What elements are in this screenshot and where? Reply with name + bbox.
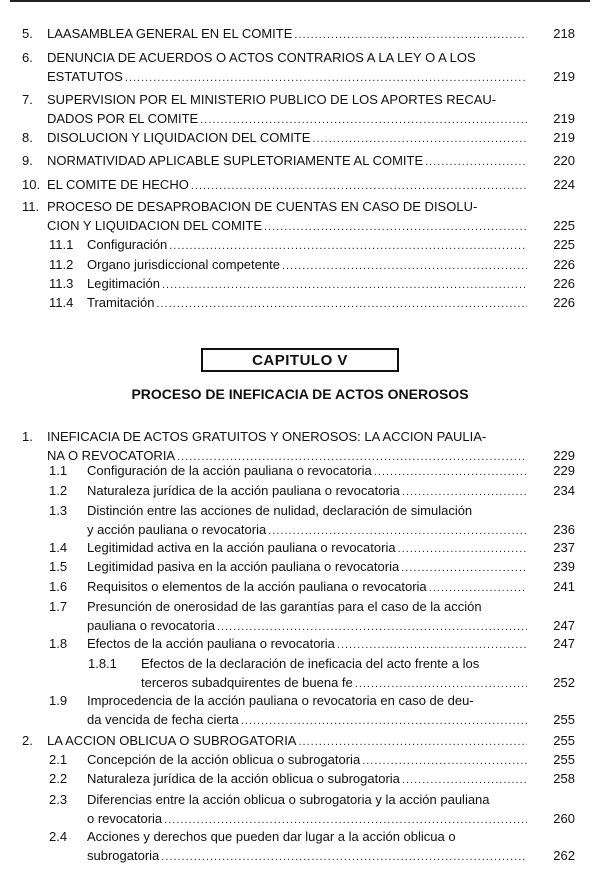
dot-leader: [241, 712, 527, 731]
toc-entry: [0, 128, 575, 147]
toc-entry-number: 6.: [22, 50, 33, 65]
toc-entry-title-line: Requisitos o elementos de la acción pauliana o revocatoria: [87, 579, 427, 594]
toc-entry-page-number: 226: [553, 276, 575, 291]
toc-entry-page-number: 260: [553, 811, 575, 826]
toc-entry: [0, 557, 575, 576]
toc-entry-title-line: NORMATIVIDAD APLICABLE SUPLETORIAMENTE AL COMITE: [47, 153, 424, 168]
toc-entry-title-line: Legitimidad pasiva en la acción pauliana o revocatoria: [87, 559, 400, 574]
toc-entry-title-line: DADOS POR EL COMITE: [47, 111, 199, 126]
toc-entry-number: 1.7: [49, 599, 68, 614]
toc-entry-page-number: 226: [553, 257, 575, 272]
toc-entry-number: 1.: [22, 429, 33, 444]
toc-entry-title-line: LA ACCION OBLICUA O SUBROGATORIA: [47, 733, 297, 748]
dot-leader: [429, 579, 527, 598]
toc-entry: [0, 731, 575, 750]
toc-entry-page-number: 218: [553, 26, 575, 41]
toc-entry-leader-line: [87, 293, 527, 314]
toc-entry-leader-line: [87, 274, 527, 295]
toc-entry-number: 2.4: [49, 829, 68, 844]
dot-leader: [294, 26, 527, 45]
toc-entry: [0, 274, 575, 293]
toc-entry-leader-line: [87, 481, 527, 502]
dot-leader: [402, 483, 527, 502]
toc-entry-number: 5.: [22, 26, 33, 41]
toc-entry-page-number: 247: [553, 618, 575, 633]
dot-leader: [374, 463, 527, 482]
toc-entry-title-line: PROCESO DE DESAPROBACION DE CUENTAS EN CASO DE DISOLU-: [47, 199, 478, 214]
dot-leader: [156, 295, 527, 314]
toc-entry-title-line: Efectos de la declaración de ineficacia del acto frente a los: [141, 656, 480, 671]
toc-entry-number: 2.: [22, 733, 33, 748]
toc-entry-number: 2.3: [49, 792, 68, 807]
toc-entry-page-number: 219: [553, 111, 575, 126]
toc-entry-page-number: 239: [553, 559, 575, 574]
dot-leader: [337, 636, 527, 655]
dot-leader: [161, 848, 527, 867]
toc-entry-title-line: pauliana o revocatoria: [87, 618, 215, 633]
toc-entry-title-line: Organo jurisdiccional competente: [87, 257, 280, 272]
toc-entry-leader-line: [47, 67, 527, 88]
toc-entry-page-number: 262: [553, 848, 575, 863]
toc-entry-title-line: Tramitación: [87, 295, 155, 310]
toc-entry-page-number: 229: [553, 448, 575, 463]
toc-entry: [0, 197, 575, 235]
toc-entry-title-line: Configuración de la acción pauliana o revocatoria: [87, 463, 372, 478]
toc-entry-title-line: Improcedencia de la acción pauliana o revocatoria en caso de deu-: [87, 693, 474, 708]
toc-entry-number: 1.6: [49, 579, 68, 594]
toc-entry-title-line: Distinción entre las acciones de nulidad, declaración de simulación: [87, 503, 473, 518]
toc-entry-title-line: DENUNCIA DE ACUERDOS O ACTOS CONTRARIOS A LA LEY O A LOS: [47, 50, 476, 65]
toc-entry-page-number: 226: [553, 295, 575, 310]
dot-leader: [125, 69, 527, 88]
toc-entry-page-number: 229: [553, 463, 575, 478]
toc-entry-page-number: 225: [553, 218, 575, 233]
toc-entry: [0, 538, 575, 557]
toc-entry-number: 1.8.1: [88, 656, 117, 671]
toc-entry-title-line: Naturaleza jurídica de la acción pauliana o revocatoria: [87, 483, 400, 498]
toc-entry-leader-line: [87, 769, 527, 790]
toc-entry: [0, 827, 575, 865]
toc-entry: [0, 235, 575, 254]
toc-entry-title-line: NA O REVOCATORIA: [47, 448, 176, 463]
toc-entry-leader-line: [87, 461, 527, 482]
toc-entry-title-line: Diferencias entre la acción oblicua o subrogatoria y la acción pauliana: [87, 792, 490, 807]
toc-entry-page-number: 219: [553, 69, 575, 84]
toc-entry: [0, 691, 575, 729]
toc-entry-leader-line: [87, 235, 527, 256]
toc-entry-title-line: Naturaleza jurídica de la acción oblicua o subrogatoria: [87, 771, 400, 786]
toc-entry-number: 9.: [22, 153, 33, 168]
toc-entry-leader-line: [47, 24, 527, 45]
toc-entry: [0, 790, 575, 828]
toc-entry-title-line: DISOLUCION Y LIQUIDACION DEL COMITE: [47, 130, 311, 145]
toc-entry-title-line: Presunción de onerosidad de las garantías para el caso de la acción: [87, 599, 482, 614]
chapter-label: CAPITULO V: [252, 351, 348, 369]
dot-leader: [191, 177, 527, 196]
toc-entry-title-line: da vencida de fecha cierta: [87, 712, 239, 727]
dot-leader: [401, 559, 527, 578]
toc-entry-number: 7.: [22, 92, 33, 107]
toc-entry-title-line: Efectos de la acción pauliana o revocatoria: [87, 636, 335, 651]
toc-entry-page-number: 236: [553, 522, 575, 537]
toc-entry-title-line: Concepción de la acción oblicua o subrogatoria: [87, 752, 361, 767]
toc-entry-page-number: 241: [553, 579, 575, 594]
dot-leader: [169, 237, 527, 256]
toc-entry-leader-line: [47, 216, 527, 237]
toc-entry-title-line: INEFICACIA DE ACTOS GRATUITOS Y ONEROSOS: LA ACCION PAULIA-: [47, 429, 487, 444]
toc-entry: [0, 597, 575, 635]
toc-entry-number: 1.4: [49, 540, 68, 555]
toc-entry-page-number: 247: [553, 636, 575, 651]
toc-entry-title-line: Configuración: [87, 237, 168, 252]
toc-entry-number: 10.: [22, 177, 41, 192]
toc-entry: [0, 175, 575, 194]
toc-entry-page-number: 234: [553, 483, 575, 498]
toc-entry: [0, 481, 575, 500]
toc-entry-page-number: 219: [553, 130, 575, 145]
toc-entry-title-line: LAASAMBLEA GENERAL EN EL COMITE: [47, 26, 293, 41]
toc-entry-leader-line: [47, 731, 527, 752]
toc-entry-leader-line: [87, 634, 527, 655]
toc-entry-leader-line: [87, 538, 527, 559]
toc-entry-number: 11.2: [49, 257, 74, 272]
toc-entry-leader-line: [87, 577, 527, 598]
toc-entry-leader-line: [87, 255, 527, 276]
toc-entry-title-line: SUPERVISION POR EL MINISTERIO PUBLICO DE LOS APORTES RECAU-: [47, 92, 497, 107]
toc-entry: [0, 24, 575, 43]
toc-entry: [0, 654, 575, 692]
toc-entry: [0, 634, 575, 653]
toc-entry-number: 2.2: [49, 771, 68, 786]
toc-entry: [0, 255, 575, 274]
toc-entry: [0, 750, 575, 769]
toc-entry-number: 11.4: [49, 295, 74, 310]
toc-entry-title-line: y acción pauliana o revocatoria: [87, 522, 267, 537]
toc-entry-page-number: 258: [553, 771, 575, 786]
toc-entry: [0, 151, 575, 170]
toc-entry-title-line: Legitimidad activa en la acción pauliana o revocatoria: [87, 540, 396, 555]
toc-entry-leader-line: [47, 128, 527, 149]
dot-leader: [425, 153, 527, 172]
toc-entry-number: 1.2: [49, 483, 68, 498]
toc-entry-number: 11.3: [49, 276, 74, 291]
toc-entry: [0, 769, 575, 788]
toc-entry: [0, 48, 575, 86]
toc-entry-leader-line: [87, 846, 527, 867]
toc-entry-title-line: o revocatoria: [87, 811, 163, 826]
toc-entry-number: 1.8: [49, 636, 68, 651]
toc-entry-title-line: ESTATUTOS: [47, 69, 123, 84]
toc-entry-title-line: terceros subadquirentes de buena fe: [141, 675, 353, 690]
toc-entry: [0, 90, 575, 128]
toc-entry-number: 1.3: [49, 503, 68, 518]
toc-entry-leader-line: [87, 557, 527, 578]
toc-entry: [0, 293, 575, 312]
toc-entry-leader-line: [87, 710, 527, 731]
toc-entry-number: 1.5: [49, 559, 68, 574]
toc-entry-page-number: 255: [553, 752, 575, 767]
toc-entry-leader-line: [47, 109, 527, 130]
toc-entry: [0, 461, 575, 480]
toc-entry-title-line: EL COMITE DE HECHO: [47, 177, 189, 192]
toc-entry-number: 1.9: [49, 693, 68, 708]
dot-leader: [312, 130, 527, 149]
top-rule: [10, 0, 590, 2]
toc-entry-page-number: 220: [553, 153, 575, 168]
toc-entry: [0, 577, 575, 596]
toc-entry: [0, 427, 575, 465]
toc-entry: [0, 501, 575, 539]
chapter-label-box: [201, 348, 399, 372]
toc-entry-number: 1.1: [49, 463, 68, 478]
toc-entry-page-number: 255: [553, 733, 575, 748]
toc-entry-leader-line: [47, 151, 527, 172]
toc-entry-page-number: 252: [553, 675, 575, 690]
toc-entry-page-number: 224: [553, 177, 575, 192]
toc-entry-leader-line: [47, 175, 527, 196]
dot-leader: [402, 771, 527, 790]
toc-entry-page-number: 237: [553, 540, 575, 555]
toc-entry-number: 8.: [22, 130, 33, 145]
toc-entry-title-line: Legitimación: [87, 276, 160, 291]
chapter-title: PROCESO DE INEFICACIA DE ACTOS ONEROSOS: [131, 386, 469, 402]
toc-entry-number: 11.: [22, 199, 40, 214]
toc-entry-title-line: CION Y LIQUIDACION DEL COMITE: [47, 218, 263, 233]
toc-entry-number: 11.1: [49, 237, 74, 252]
toc-entry-title-line: subrogatoria: [87, 848, 160, 863]
toc-entry-number: 2.1: [49, 752, 68, 767]
toc-entry-leader-line: [87, 750, 527, 771]
toc-entry-title-line: Acciones y derechos que pueden dar lugar a la acción oblicua o: [87, 829, 456, 844]
toc-entry-page-number: 255: [553, 712, 575, 727]
toc-entry-page-number: 225: [553, 237, 575, 252]
